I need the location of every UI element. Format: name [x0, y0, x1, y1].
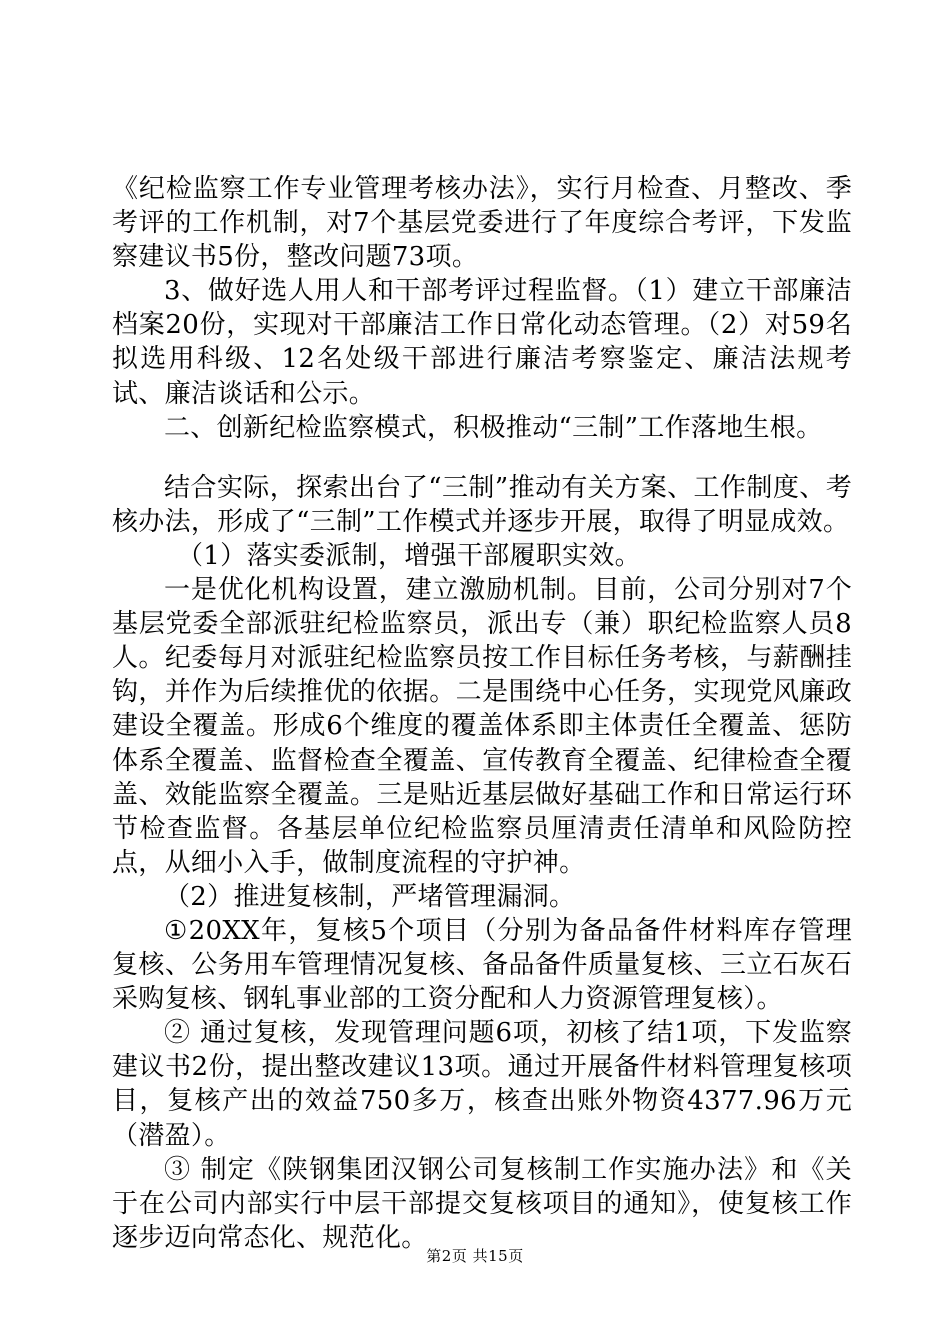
list-item-review-regulations: ③ 制定《陕钢集团汉钢公司复核制工作实施办法》和《关于在公司内部实行中层干部提交复核项目的通知》，使复核工作逐步迈向常态化、规范化。 — [112, 1154, 852, 1253]
list-item-review-projects: ①20XX年，复核5个项目（分别为备品备件材料库存管理复核、公务用车管理情况复核、备品备件质量复核、三立石灰石采购复核、钢轧事业部的工资分配和人力资源管理复核）。 — [112, 915, 852, 1015]
document-body — [112, 172, 852, 1255]
page-number-footer: 第2页 共15页 — [426, 1247, 524, 1265]
paragraph-cadre-supervision: 3、做好选人用人和干部考评过程监督。（1）建立干部廉洁档案20份，实现对干部廉洁工作日常化动态管理。（2）对59名拟选用科级、12名处级干部进行廉洁考察鉴定、廉洁法规考试、廉洁谈话和公示。 — [112, 276, 852, 409]
subheading-review-system: （2）推进复核制，严堵管理漏洞。 — [164, 881, 576, 912]
list-item-review-results: ② 通过复核，发现管理问题6项，初核了结1项，下发监察建议书2份，提出整改建议13项。通过开展备件材料管理复核项目，复核产出的效益750多万，核查出账外物资4377.96万元（潜盈）。 — [112, 1018, 852, 1151]
paragraph-assessment-method: 《纪检监察工作专业管理考核办法》，实行月检查、月整改、季考评的工作机制，对7个基层党委进行了年度综合考评，下发监察建议书5份，整改问题73项。 — [112, 174, 852, 273]
paragraph-delegation-details: 一是优化机构设置，建立激励机制。目前，公司分别对7个基层党委全部派驻纪检监察员，派出专（兼）职纪检监察人员8人。纪委每月对派驻纪检监察员按工作目标任务考核，与薪酬挂钩，并作为后续推优的依据。二是围绕中心任务，实现党风廉政建设全覆盖。形成6个维度的覆盖体系即主体责任全覆盖、惩防体系全覆盖、监督检查全覆盖、宣传教育全覆盖、纪律检查全覆盖、效能监察全覆盖。三是贴近基层做好基础工作和日常运行环节检查监督。各基层单位纪检监察员厘清责任清单和风险防控点，从细小入手，做制度流程的守护神。 — [112, 575, 852, 878]
section-heading-innovation: 二、创新纪检监察模式，积极推动“三制”工作落地生根。 — [164, 412, 823, 443]
paragraph-three-systems: 结合实际，探索出台了“三制”推动有关方案、工作制度、考核办法，形成了“三制”工作模式并逐步开展，取得了明显成效。 — [112, 472, 852, 537]
subheading-delegation-system: （1）落实委派制，增强干部履职实效。 — [177, 540, 641, 571]
